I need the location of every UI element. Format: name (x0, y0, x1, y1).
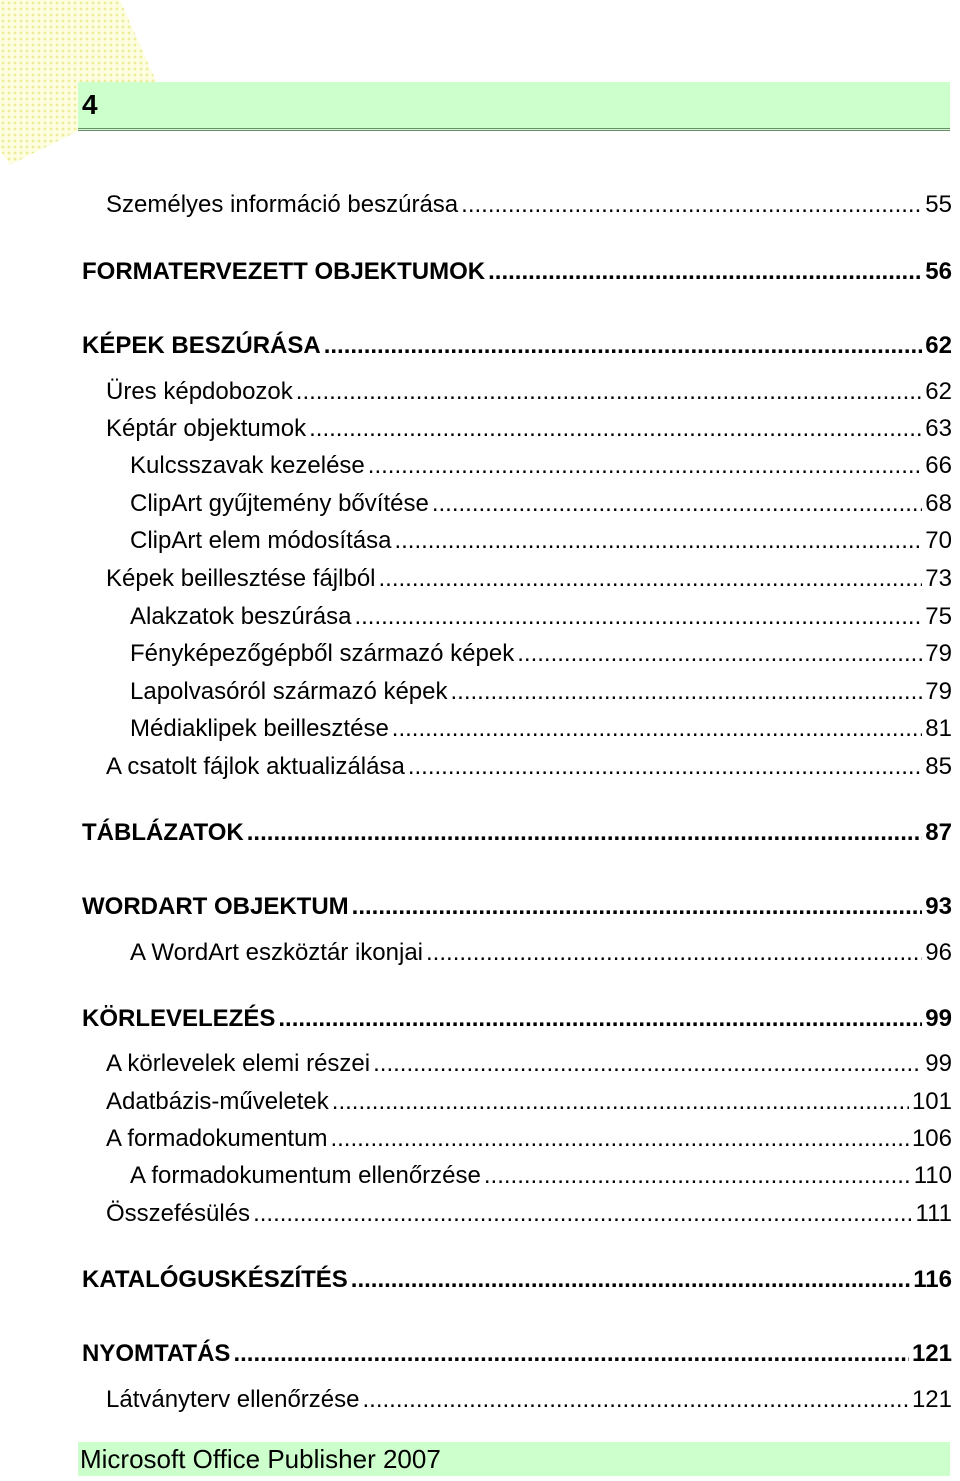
toc-entry[interactable] (82, 1339, 952, 1369)
toc-entry[interactable] (106, 1049, 952, 1079)
toc-entry-page-number: 66 (925, 452, 952, 479)
toc-entry-page-number: 99 (925, 1005, 952, 1032)
toc-entry[interactable] (82, 257, 952, 287)
toc-entry-page-number: 110 (913, 1162, 952, 1189)
toc-entry-page-number: 62 (925, 332, 952, 359)
dot-leader (296, 377, 923, 407)
footer-band (78, 1442, 950, 1476)
toc-entry-title: ClipArt elem módosítása (130, 527, 392, 554)
dot-leader (373, 1049, 922, 1079)
toc-entry-page-number: 99 (925, 1050, 952, 1077)
toc-entry-page-number: 87 (925, 819, 952, 846)
dot-leader (330, 1124, 909, 1154)
toc-entry-title: KÉPEK BESZÚRÁSA (82, 332, 321, 359)
toc-entry[interactable] (130, 451, 952, 481)
dot-leader (432, 489, 922, 519)
dot-leader (352, 892, 923, 922)
toc-entry[interactable] (130, 938, 952, 968)
dot-leader (351, 1265, 911, 1295)
toc-entry-title: Képek beillesztése fájlból (106, 565, 376, 592)
toc-entry[interactable] (106, 190, 952, 220)
dot-leader (484, 1161, 911, 1191)
toc-entry-page-number: 62 (925, 378, 952, 405)
dot-leader (379, 564, 923, 594)
dot-leader (354, 602, 922, 632)
toc-entry-title: Látványterv ellenőrzése (106, 1386, 360, 1413)
toc-entry-page-number: 116 (913, 1266, 952, 1293)
toc-entry-title: FORMATERVEZETT OBJEKTUMOK (82, 258, 486, 285)
toc-entry[interactable] (130, 489, 952, 519)
dot-leader (309, 414, 922, 444)
toc-entry[interactable] (130, 1161, 952, 1191)
toc-entry-title: A csatolt fájlok aktualizálása (106, 753, 405, 780)
toc-entry[interactable] (82, 818, 952, 848)
dot-leader (362, 1385, 908, 1415)
dot-leader (233, 1339, 909, 1369)
toc-entry-title: NYOMTATÁS (82, 1340, 231, 1367)
toc-entry[interactable] (106, 377, 952, 407)
dot-leader (253, 1199, 912, 1229)
toc-entry[interactable] (130, 677, 952, 707)
toc-entry[interactable] (106, 1199, 952, 1229)
toc-entry-title: ClipArt gyűjtemény bővítése (130, 490, 429, 517)
toc-entry-title: Lapolvasóról származó képek (130, 678, 448, 705)
toc-entry-page-number: 79 (925, 678, 952, 705)
toc-entry-page-number: 55 (925, 191, 952, 218)
toc-entry[interactable] (106, 1087, 952, 1117)
toc-entry-page-number: 93 (925, 893, 952, 920)
toc-entry-title: Üres képdobozok (106, 378, 293, 405)
toc-entry-title: TÁBLÁZATOK (82, 819, 244, 846)
dot-leader (517, 639, 922, 669)
toc-entry-page-number: 121 (911, 1340, 952, 1367)
toc-entry[interactable] (106, 1385, 952, 1415)
toc-entry-page-number: 111 (915, 1200, 952, 1227)
toc-entry-title: Kulcsszavak kezelése (130, 452, 365, 479)
toc-entry-title: KÖRLEVELEZÉS (82, 1005, 276, 1032)
toc-entry[interactable] (106, 1124, 952, 1154)
dot-leader (324, 331, 923, 361)
toc-entry[interactable] (82, 892, 952, 922)
toc-entry-title: Összefésülés (106, 1200, 251, 1227)
toc-entry-page-number: 56 (925, 258, 952, 285)
toc-entry-title: Médiaklipek beillesztése (130, 715, 389, 742)
toc-entry-title: KATALÓGUSKÉSZÍTÉS (82, 1266, 348, 1293)
toc-entry-title: Képtár objektumok (106, 415, 307, 442)
toc-entry-page-number: 81 (925, 715, 952, 742)
toc-entry-page-number: 70 (925, 527, 952, 554)
dot-leader (247, 818, 923, 848)
toc-entry-page-number: 73 (925, 565, 952, 592)
dot-leader (451, 677, 923, 707)
dot-leader (332, 1087, 909, 1117)
toc-entry-page-number: 63 (925, 415, 952, 442)
toc-entry-title: Fényképezőgépből származó képek (130, 640, 515, 667)
toc-entry-page-number: 106 (911, 1125, 952, 1152)
toc-entry-page-number: 68 (925, 490, 952, 517)
toc-entry-title: Személyes információ beszúrása (106, 191, 459, 218)
toc-entry-page-number: 85 (925, 753, 952, 780)
toc-entry[interactable] (82, 1004, 952, 1034)
toc-entry-title: Alakzatok beszúrása (130, 603, 352, 630)
toc-entry-page-number: 75 (925, 603, 952, 630)
toc-entry-title: Adatbázis-műveletek (106, 1088, 329, 1115)
dot-leader (461, 190, 922, 220)
toc-entry-title: A körlevelek elemi részei (106, 1050, 371, 1077)
footer-book-title: Microsoft Office Publisher 2007 (80, 1444, 441, 1474)
toc-entry[interactable] (106, 414, 952, 444)
dot-leader (392, 714, 923, 744)
toc-entry[interactable] (130, 714, 952, 744)
page-number: 4 (82, 89, 98, 120)
dot-leader (368, 451, 923, 481)
toc-entry-title: A WordArt eszköztár ikonjai (130, 939, 424, 966)
dot-leader (488, 257, 922, 287)
toc-entry[interactable] (82, 1265, 952, 1295)
toc-entry[interactable] (106, 752, 952, 782)
toc-entry-page-number: 79 (925, 640, 952, 667)
toc-entry-page-number: 121 (911, 1386, 952, 1413)
toc-entry[interactable] (130, 639, 952, 669)
toc-entry-page-number: 96 (925, 939, 952, 966)
dot-leader (278, 1004, 922, 1034)
dot-leader (408, 752, 922, 782)
toc-entry[interactable] (130, 602, 952, 632)
toc-entry[interactable] (82, 331, 952, 361)
dot-leader (394, 526, 922, 556)
toc-entry-page-number: 101 (911, 1088, 952, 1115)
toc-entry-title: A formadokumentum ellenőrzése (130, 1162, 481, 1189)
toc-entry-title: WORDART OBJEKTUM (82, 893, 349, 920)
toc-entry[interactable] (106, 564, 952, 594)
toc-entry-title: A formadokumentum (106, 1125, 328, 1152)
dot-leader (426, 938, 922, 968)
toc-entry[interactable] (130, 526, 952, 556)
